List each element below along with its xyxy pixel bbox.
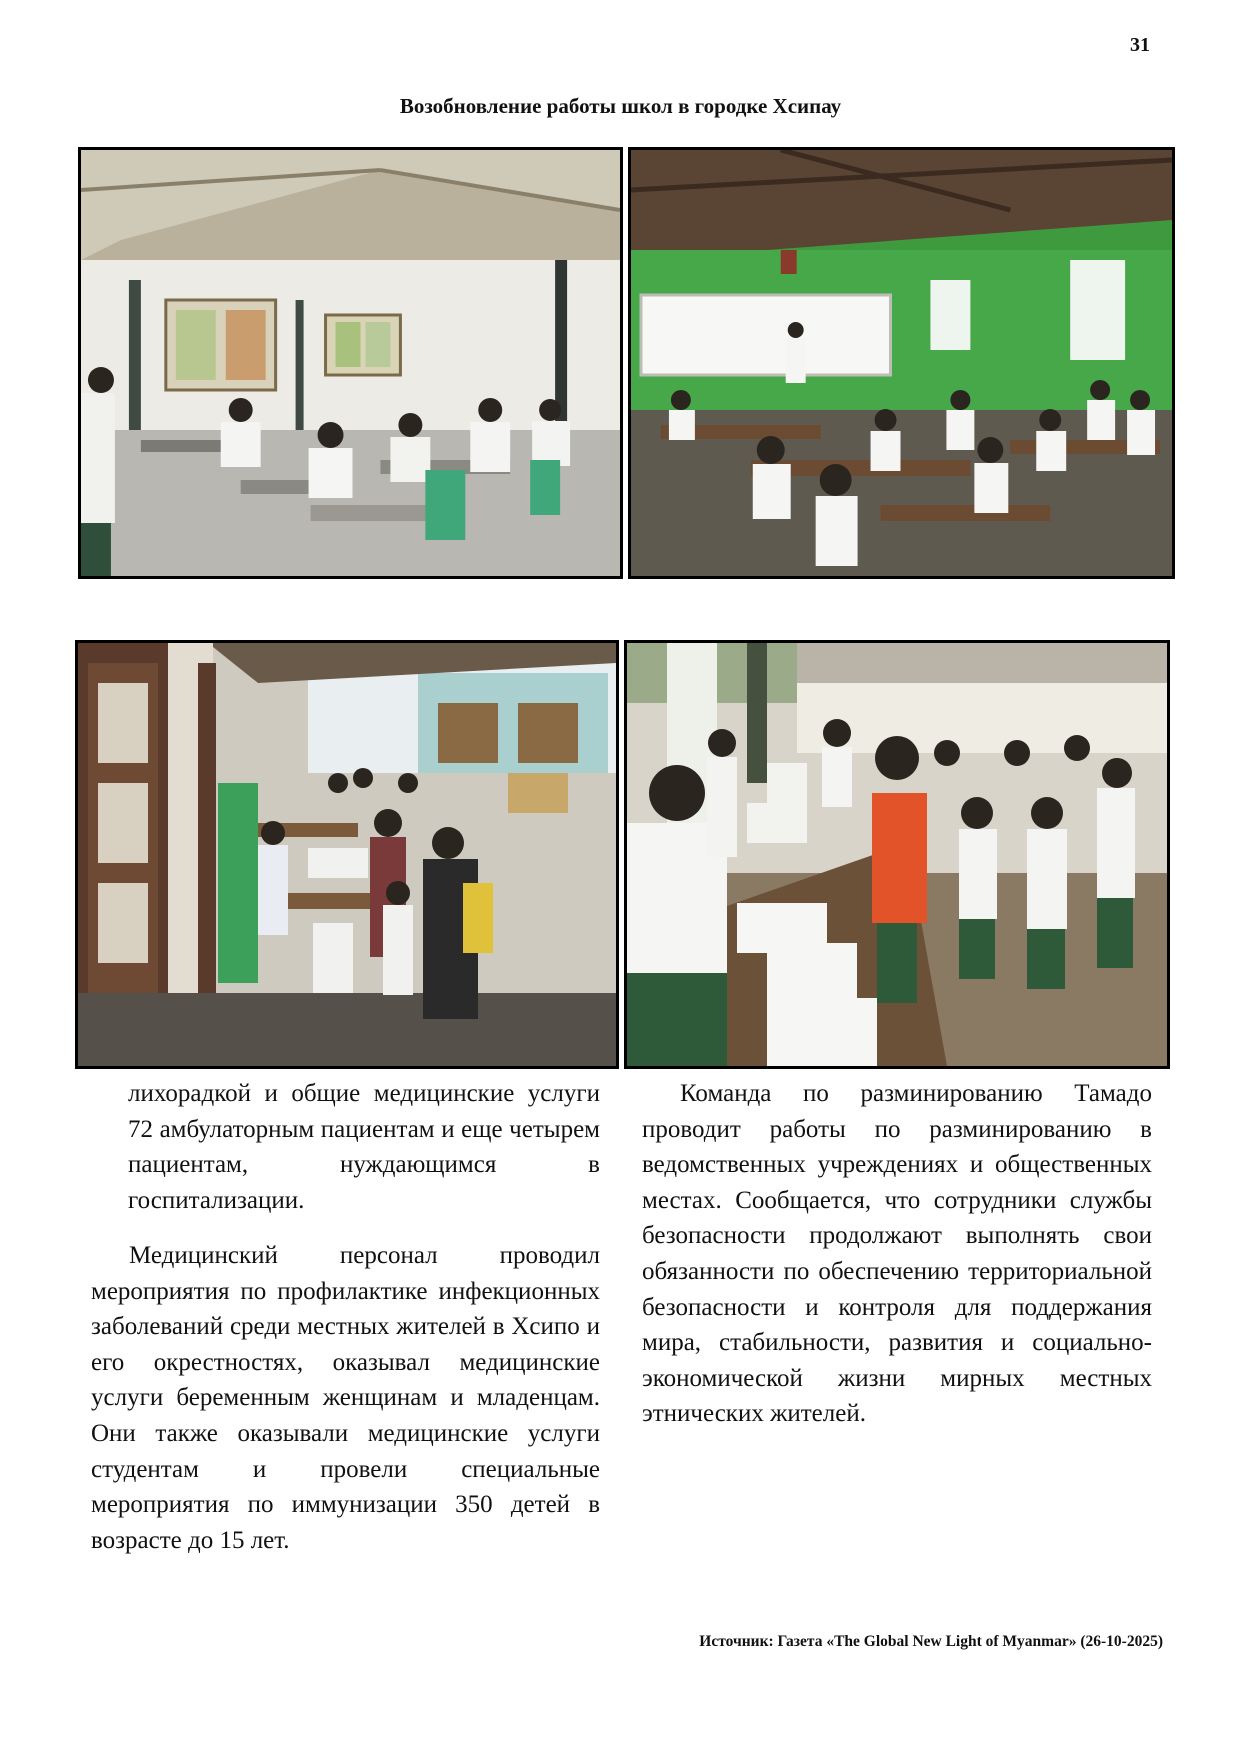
article-right-column [642,1076,1152,1432]
classroom-photo-2-image [631,150,1172,576]
article-left-continuation: лихорадкой и общие медицинские услуги 72 амбулаторным пациентам и еще четырем пациентам, нуждающимся в госпитализации. [128,1080,600,1214]
article-left-column-top [128,1076,600,1218]
source-credit: Источник: Газета «The Global New Light of Myanmar» (26-10-2025) [699,1633,1163,1650]
page-number: 31 [1130,34,1150,56]
book-distribution-photo-2-image [627,643,1167,1066]
book-distribution-photo-2 [624,640,1170,1069]
classroom-photo-2 [628,147,1175,579]
article-left-column-bottom [91,1238,600,1558]
book-distribution-photo-1-image [78,643,616,1066]
article-left-paragraph: Медицинский персонал проводил мероприятия по профилактике инфекционных заболеваний среди местных жителей в Хсипо и его окрестностях, оказывал медицинские услуги беременным женщинам и младенцам. Они также оказывали медицинские услуги студентам и провели специальные мероприятия по иммунизации 350 детей в возрасте до 15 лет. [91,1242,600,1554]
classroom-photo-1 [78,147,623,579]
classroom-photo-1-image [81,150,620,576]
page-title: Возобновление работы школ в городке Хсипау [399,94,842,118]
book-distribution-photo-1 [75,640,619,1069]
article-right-paragraph: Команда по разминированию Тамадо проводит работы по разминированию в ведомственных учреждениях и общественных местах. Сообщается, что сотрудники службы безопасности продолжают выполнять свои обязанности по обеспечению территориальной безопасности и контроля для поддержания мира, стабильности, развития и социально-экономической жизни мирных местных этнических жителей. [642,1080,1152,1428]
